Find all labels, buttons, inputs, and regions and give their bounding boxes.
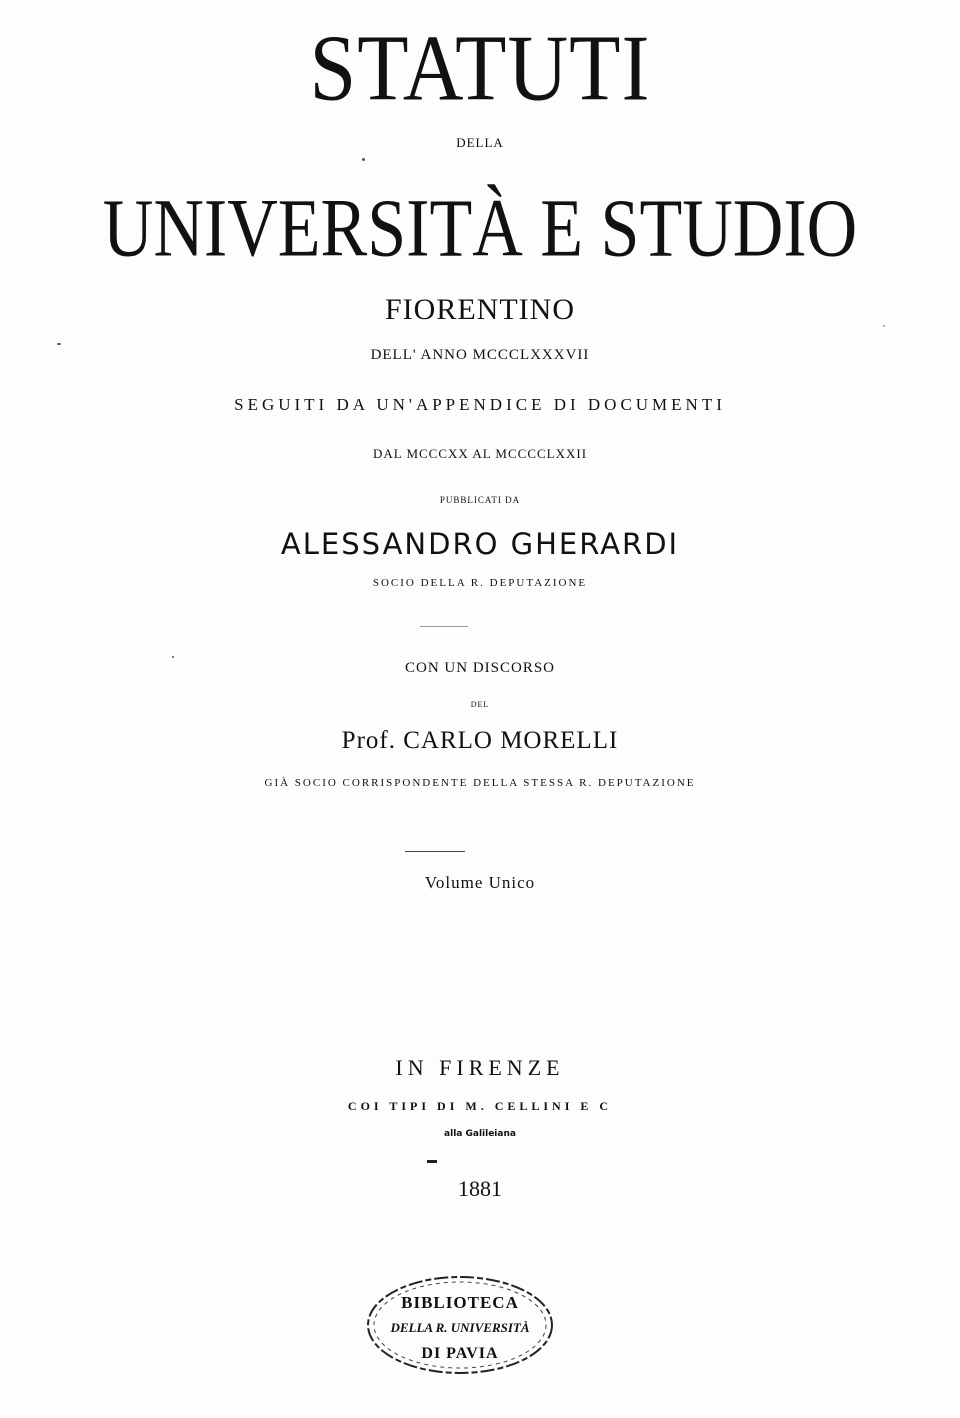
published-by: PUBBLICATI DA xyxy=(439,495,521,505)
publication-place: IN FIRENZE xyxy=(395,1055,565,1080)
volume-label: Volume Unico xyxy=(424,873,536,892)
author-name: ALESSANDRO GHERARDI xyxy=(280,527,680,561)
del-line: DEL xyxy=(470,700,490,709)
della-line: DELLA xyxy=(456,135,504,150)
institution-title: UNIVERSITÀ E STUDIO xyxy=(102,183,858,275)
divider-rule xyxy=(420,626,468,627)
city-adjective: FIORENTINO xyxy=(385,293,575,326)
publication-year: 1881 xyxy=(458,1176,502,1201)
ink-speck xyxy=(172,656,174,658)
statutes-year: DELL' ANNO MCCCLXXXVII xyxy=(370,347,590,363)
date-range: DAL MCCCXX AL MCCCCLXXII xyxy=(372,446,588,461)
discourse-author-role: GIÀ SOCIO CORRISPONDENTE DELLA STESSA R. DEPUTAZIONE xyxy=(264,777,696,789)
stamp-line3: DI PAVIA xyxy=(421,1345,499,1362)
appendix-line: SEGUITI DA UN'APPENDICE DI DOCUMENTI xyxy=(234,395,726,414)
library-stamp xyxy=(360,1270,560,1380)
author-role: SOCIO DELLA R. DEPUTAZIONE xyxy=(372,577,588,589)
ink-speck xyxy=(362,158,365,161)
ink-speck xyxy=(883,325,885,327)
book-title: STATUTI xyxy=(309,16,651,121)
stamp-line1: BIBLIOTECA xyxy=(401,1293,519,1312)
discourse-author: Prof. CARLO MORELLI xyxy=(341,727,619,754)
short-dash xyxy=(427,1160,437,1163)
divider-rule xyxy=(405,851,465,852)
press-name: alla Galileiana xyxy=(444,1129,516,1139)
printer-line: COI TIPI DI M. CELLINI E C xyxy=(347,1099,613,1113)
stamp-line2: DELLA R. UNIVERSITÀ xyxy=(390,1320,530,1335)
ink-speck xyxy=(57,343,61,345)
discourse-line: CON UN DISCORSO xyxy=(404,660,556,676)
